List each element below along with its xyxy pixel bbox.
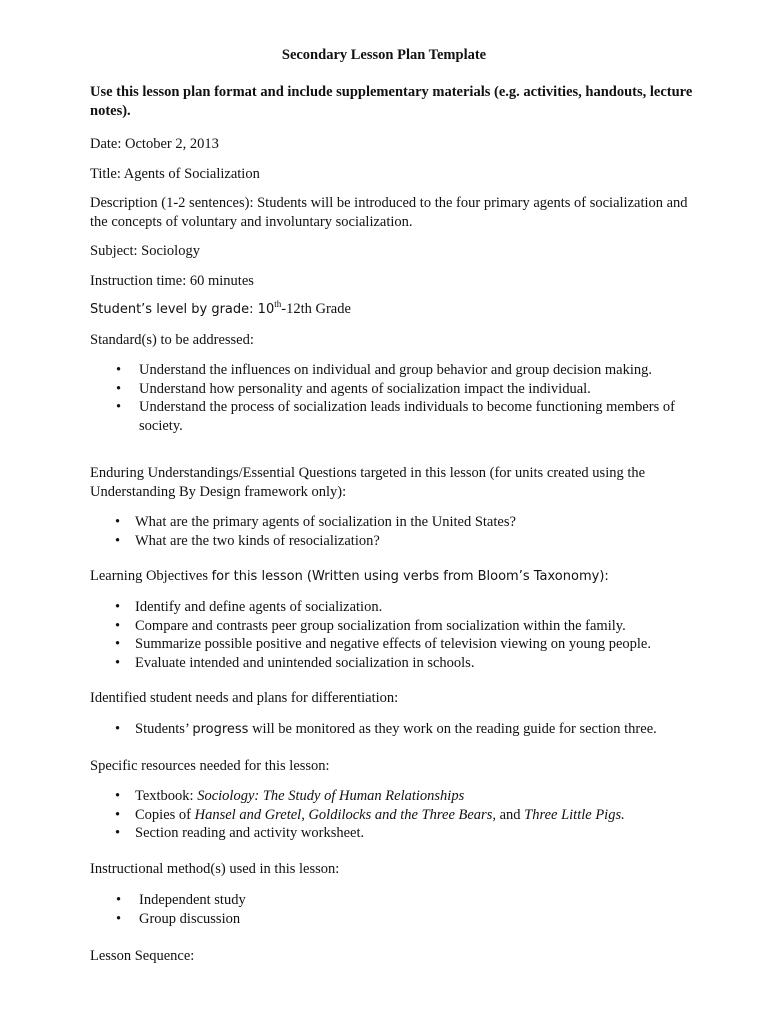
objectives-heading-sans: for this lesson (Written using verbs from Bloom’s Taxonomy): (211, 569, 609, 584)
bullet-icon: • (115, 788, 121, 804)
list-item (90, 513, 710, 532)
grade-level-line (90, 300, 700, 320)
list-item (90, 380, 710, 399)
bullet-icon: • (116, 362, 122, 378)
resource-italic-text: Hansel and Gretel, Goldilocks and the Three Bears, (194, 806, 496, 823)
list-item (90, 891, 710, 910)
standard-item-text: Understand the influences on individual and group behavior and group decision making. (139, 362, 653, 378)
list-item (90, 824, 710, 843)
bullet-icon: • (116, 910, 122, 927)
grade-level-suffix: -12th Grade (281, 301, 351, 317)
instruction-time-line: Instruction time: 60 minutes (90, 273, 254, 289)
list-item (90, 598, 710, 617)
objectives-heading (90, 567, 700, 587)
bullet-icon: • (115, 514, 121, 530)
bullet-icon: • (115, 825, 121, 841)
needs-heading: Identified student needs and plans for differentiation: (90, 690, 399, 706)
objectives-list (90, 598, 710, 672)
list-item (90, 361, 710, 380)
objective-item-text: Evaluate intended and unintended socialization in schools. (135, 654, 475, 671)
objective-item-text: Compare and contrasts peer group socialization from socialization within the family. (135, 617, 626, 634)
enduring-item-text: What are the two kinds of resocialization? (135, 532, 380, 549)
method-item-text: Group discussion (139, 910, 241, 927)
resources-heading: Specific resources needed for this lesson: (90, 758, 330, 774)
bullet-icon: • (115, 617, 121, 634)
needs-list (90, 720, 710, 740)
bullet-icon: • (115, 636, 121, 652)
objective-item-text: Summarize possible positive and negative effects of television viewing on young people. (135, 636, 651, 652)
instructions-text: Use this lesson plan format and include supplementary materials (e.g. activities, handouts, lecture notes). (90, 84, 693, 119)
list-item (90, 635, 710, 654)
bullet-icon: • (115, 806, 121, 823)
grade-level-superscript: th (274, 299, 282, 309)
resource-italic-text: Three Little Pigs. (524, 806, 625, 823)
date-line: Date: October 2, 2013 (90, 136, 219, 152)
resources-list (90, 787, 710, 843)
description-text: Description (1-2 sentences): Students will be introduced to the four primary agents of socialization and the concepts of voluntary and involuntary socialization. (90, 195, 688, 230)
objectives-heading-serif: Learning Objectives (90, 568, 212, 584)
subject-line: Subject: Sociology (90, 243, 200, 259)
standards-list (90, 361, 710, 435)
grade-level-prefix: Student’s level by grade: (90, 302, 258, 317)
standard-item-text: Understand how personality and agents of socialization impact the individual. (139, 380, 591, 397)
list-item (90, 720, 710, 740)
methods-list (90, 891, 710, 928)
needs-item-part-a: Students’ (135, 721, 193, 737)
list-item (90, 654, 710, 673)
resource-plain-text: Section reading and activity worksheet. (135, 825, 365, 841)
list-item (90, 787, 710, 806)
needs-item-part-b: progress (192, 722, 249, 737)
standard-item-text: Understand the process of socialization leads individuals to become functioning members of society. (139, 399, 675, 434)
bullet-icon: • (116, 892, 122, 908)
list-item (90, 806, 710, 825)
list-item (90, 910, 710, 929)
list-item (90, 617, 710, 636)
enduring-item-text: What are the primary agents of socialization in the United States? (135, 514, 516, 530)
objective-item-text: Identify and define agents of socialization. (135, 599, 383, 615)
bullet-icon: • (115, 532, 121, 549)
enduring-list (90, 513, 710, 550)
resource-plain-text: and (495, 806, 525, 823)
list-item (90, 532, 710, 551)
resource-italic-text: Sociology: The Study of Human Relationships (197, 788, 465, 804)
page-title: Secondary Lesson Plan Template (281, 47, 487, 63)
bullet-icon: • (116, 380, 122, 397)
resource-plain-text: Textbook: (135, 788, 198, 804)
bullet-icon: • (115, 721, 121, 737)
enduring-heading: Enduring Understandings/Essential Questions targeted in this lesson (for units created using the Understanding By Design framework only): (90, 465, 646, 500)
needs-item-part-c: will be monitored as they work on the reading guide for section three. (248, 721, 657, 737)
resource-plain-text: Copies of (135, 806, 195, 823)
method-item-text: Independent study (139, 892, 246, 908)
sequence-heading: Lesson Sequence: (90, 948, 195, 964)
lesson-title-line: Title: Agents of Socialization (90, 166, 260, 182)
standards-heading: Standard(s) to be addressed: (90, 332, 254, 348)
bullet-icon: • (115, 654, 121, 671)
methods-heading: Instructional method(s) used in this lesson: (90, 861, 340, 877)
bullet-icon: • (116, 399, 122, 415)
list-item (90, 398, 710, 435)
bullet-icon: • (115, 599, 121, 615)
grade-level-number: 10 (257, 302, 275, 317)
